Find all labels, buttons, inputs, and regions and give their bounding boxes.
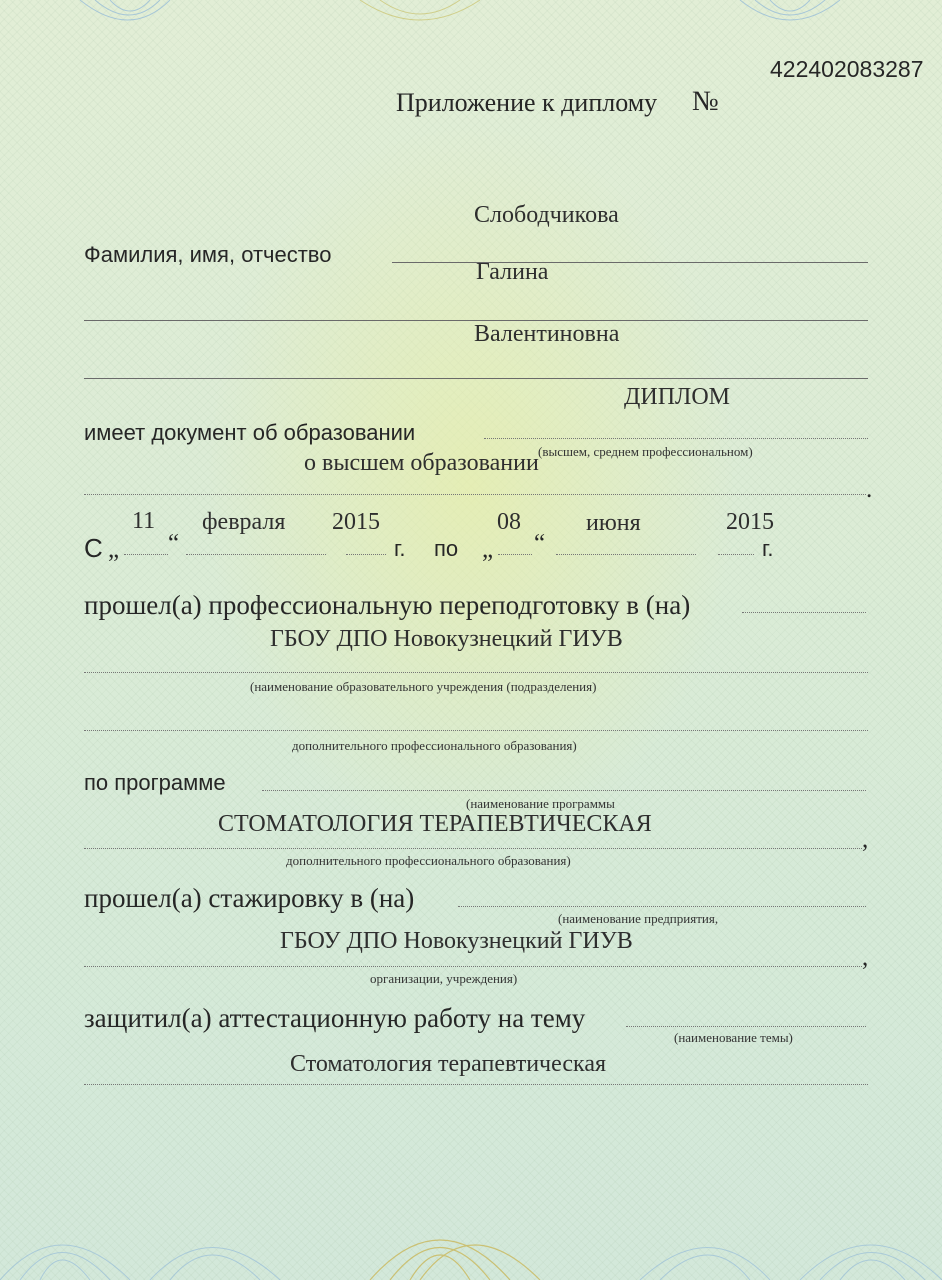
thesis-label: защитил(а) аттестационную работу на тему [84, 1003, 586, 1033]
education-hint: (высшем, среднем профессиональном) [538, 444, 753, 459]
education-period-mark: . [866, 476, 873, 503]
retraining-hint-1: (наименование образовательного учреждения (подразделения) [250, 679, 597, 694]
number-sign: № [692, 86, 719, 117]
from-prefix: С [84, 533, 103, 563]
program-hint-2: дополнительного профессионального образования) [286, 853, 571, 868]
from-year-dots [346, 554, 386, 555]
internship-label: прошел(а) стажировку в (на) [84, 883, 415, 913]
education-label: имеет документ об образовании [84, 420, 416, 445]
from-month-dots [186, 554, 326, 555]
education-level-value: о высшем образовании [304, 450, 539, 476]
retraining-hint-2: дополнительного профессионального образования) [292, 738, 577, 753]
to-month-dots [556, 554, 696, 555]
from-year-value: 2015 [332, 509, 380, 535]
fio-line-3 [84, 378, 868, 379]
page-title: Приложение к диплому [396, 88, 658, 117]
program-comma: , [862, 826, 869, 853]
thesis-hint: (наименование темы) [674, 1030, 793, 1045]
to-prefix: по [434, 536, 459, 561]
internship-comma: , [862, 944, 869, 971]
serial-number: 422402083287 [770, 56, 924, 82]
patronymic-value: Валентиновна [474, 321, 620, 347]
internship-hint-1: (наименование предприятия, [558, 911, 719, 926]
fio-label: Фамилия, имя, отчество [84, 242, 332, 267]
program-label: по программе [84, 770, 226, 795]
fio-line-1 [392, 262, 868, 263]
guilloche-top-ornament [0, 0, 942, 40]
thesis-dots-2 [84, 1084, 868, 1085]
surname-value: Слободчикова [474, 202, 619, 228]
program-hint-1: (наименование программы [466, 796, 615, 811]
to-quote-close: “ [534, 530, 546, 557]
program-value: СТОМАТОЛОГИЯ ТЕРАПЕВТИЧЕСКАЯ [218, 811, 652, 837]
internship-hint-2: организации, учреждения) [370, 971, 518, 986]
document-type-value: ДИПЛОМ [624, 384, 730, 410]
internship-dots-2 [84, 966, 862, 967]
from-day-value: 11 [132, 508, 156, 534]
to-year-dots [718, 554, 754, 555]
year-suffix-1: г. [394, 536, 406, 561]
from-month-value: февраля [202, 509, 286, 535]
from-quote-open: „ [108, 536, 120, 563]
internship-dots-1 [458, 906, 866, 907]
education-dots-1 [484, 438, 868, 439]
thesis-value: Стоматология терапевтическая [290, 1051, 607, 1077]
to-month-value: июня [586, 510, 641, 536]
thesis-dots-1 [626, 1026, 866, 1027]
program-dots-1 [262, 790, 866, 791]
internship-value: ГБОУ ДПО Новокузнецкий ГИУВ [280, 928, 633, 954]
retraining-dots-1 [742, 612, 866, 613]
to-day-value: 08 [497, 509, 521, 535]
retraining-dots-3 [84, 730, 868, 731]
retraining-label: прошел(а) профессиональную переподготовку в (на) [84, 590, 691, 620]
education-dots-2 [84, 494, 866, 495]
to-quote-open: „ [482, 536, 494, 563]
to-day-dots [498, 554, 532, 555]
from-quote-close: “ [168, 530, 180, 557]
to-year-value: 2015 [726, 509, 774, 535]
from-day-dots [124, 554, 168, 555]
retraining-dots-2 [84, 672, 868, 673]
program-dots-2 [84, 848, 862, 849]
year-suffix-2: г. [762, 536, 774, 561]
name-value: Галина [476, 259, 549, 285]
retraining-institution-value: ГБОУ ДПО Новокузнецкий ГИУВ [270, 626, 623, 652]
guilloche-bottom-ornament [0, 1200, 942, 1280]
